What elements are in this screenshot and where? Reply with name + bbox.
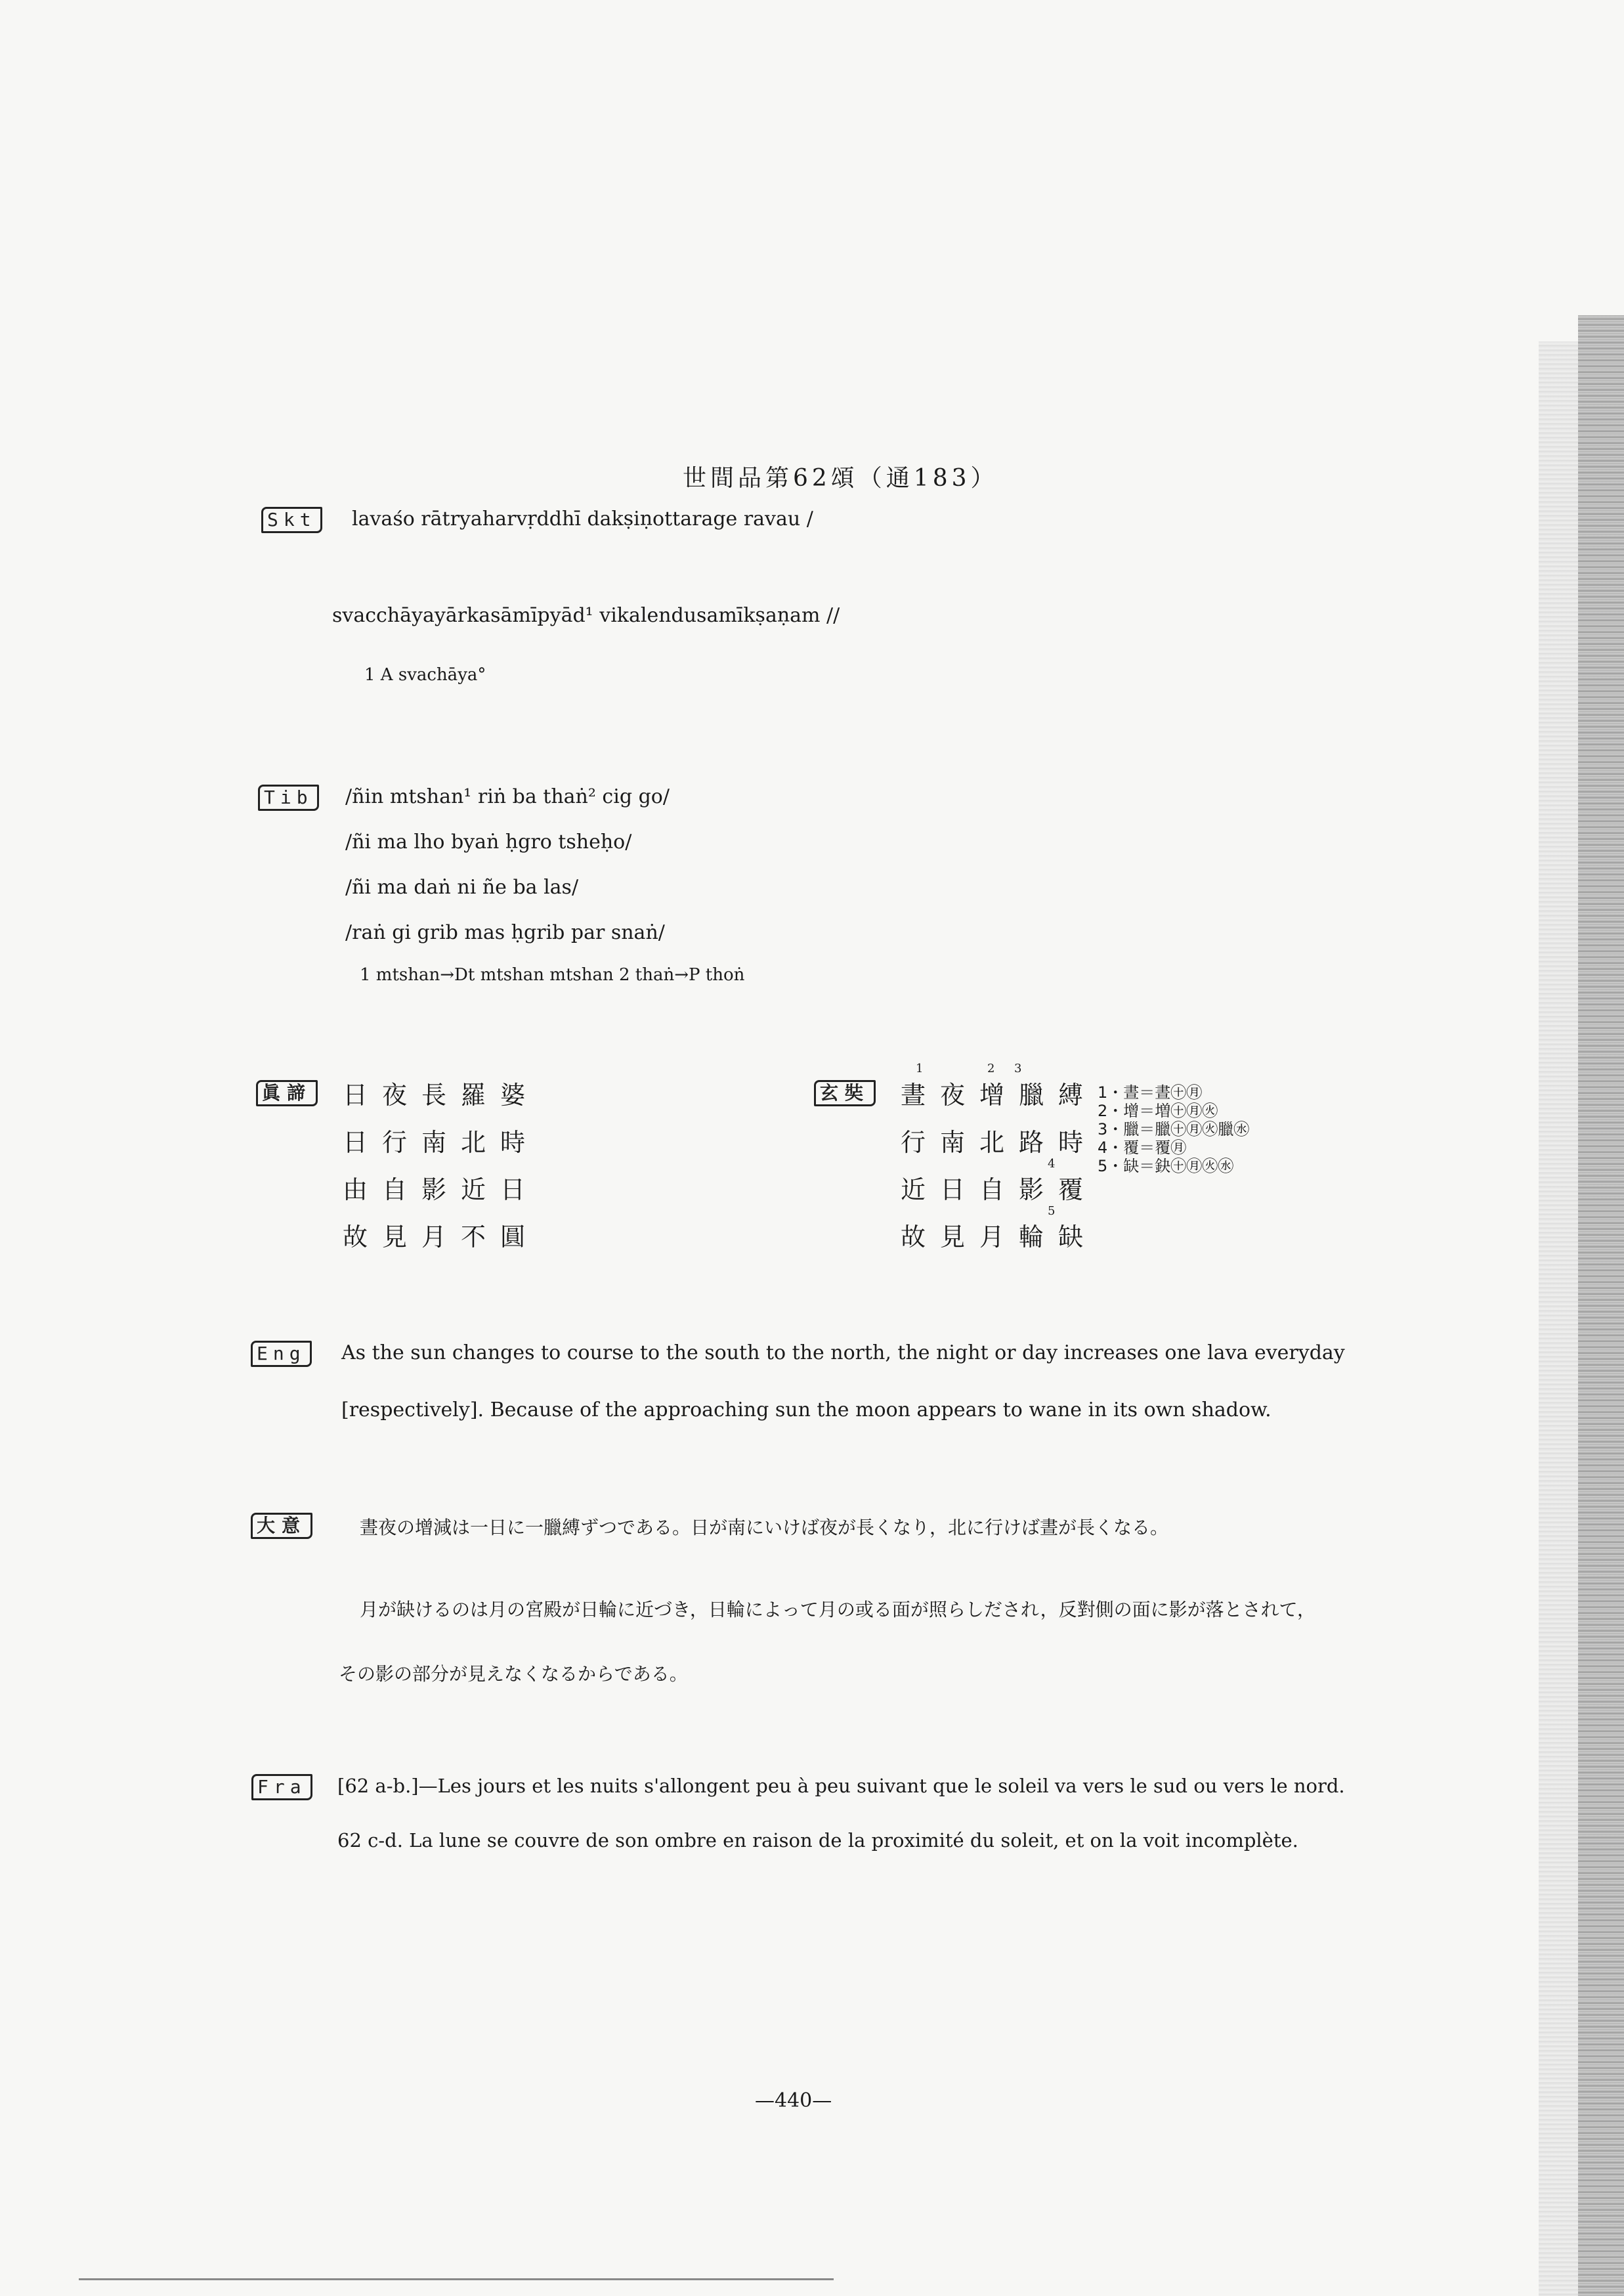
tib-line-3: /ñi ma daṅ ni ñe ba las/: [345, 876, 579, 899]
fra-line-1: [62 a-b.]—Les jours et les nuits s'allongent peu à peu suivant que le soleil va vers le sud ou vers le nord.: [337, 1775, 1345, 1797]
variant-3: 3・臘＝臘㊉㊊㊋臘㊌: [1098, 1120, 1250, 1138]
variant-notes: [1098, 1083, 1249, 1175]
xuan-line-1: 晝夜增臘縛: [901, 1081, 1098, 1110]
label-skt: Skt: [261, 507, 322, 533]
fra-line-2: 62 c-d. La lune se couvre de son ombre en raison de la proximité du soleit, et on la voit incomplète.: [337, 1829, 1298, 1852]
label-xuan: 玄奘: [814, 1080, 876, 1106]
zhen-line-3: 由自影近日: [343, 1175, 540, 1204]
eng-line-2: [respectively]. Because of the approaching sun the moon appears to wane in its own shadow.: [341, 1398, 1271, 1421]
xuan-sup-1: 1: [916, 1062, 924, 1075]
xuan-sup-3: 3: [1014, 1062, 1022, 1075]
label-dai: 大意: [251, 1513, 312, 1539]
skt-line-1: lavaśo rātryaharvṛddhī dakṣiṇottarage ravau /: [352, 508, 813, 531]
xuan-verse: [901, 1072, 1098, 1261]
label-tib: Tib: [258, 785, 319, 811]
tib-note: 1 mtshan→Dt mtshan mtshan 2 thaṅ→P thoṅ: [360, 965, 745, 985]
skt-line-2: svacchāyayārkasāmīpyād¹ vikalendusamīkṣaṇam //: [332, 604, 840, 627]
zhen-line-2: 日行南北時: [343, 1128, 540, 1157]
label-eng: Eng: [251, 1341, 312, 1367]
bottom-rule: [79, 2278, 834, 2280]
skt-note: 1 A svachāya°: [364, 665, 486, 685]
scan-edge-shadow-inner: [1539, 341, 1578, 2296]
dai-line-3: その影の部分が見えなくなるからである。: [339, 1663, 688, 1685]
variant-5: 5・缺＝鈌㊉㊊㊋㊌: [1098, 1157, 1234, 1175]
dai-line-1: 晝夜の增減は一日に一臘縛ずつである。日が南にいけば夜が長くなり，北に行けば晝が長くなる。: [360, 1517, 1169, 1538]
xuan-sup-5: 5: [1048, 1204, 1056, 1218]
xuan-line-4: 故見月輪缺: [901, 1223, 1098, 1251]
page-number: —440—: [755, 2089, 832, 2112]
eng-line-1: As the sun changes to course to the south to the north, the night or day increases one lava everyday: [341, 1341, 1345, 1364]
xuan-line-2: 行南北路時: [901, 1128, 1098, 1157]
zhen-line-1: 日夜長羅婆: [343, 1081, 540, 1110]
tib-line-4: /raṅ gi grib mas ḥgrib par snaṅ/: [345, 921, 665, 944]
tib-line-1: /ñin mtshan¹ riṅ ba thaṅ² cig go/: [345, 785, 670, 808]
xuan-sup-2: 2: [987, 1062, 995, 1075]
zhen-verse: [343, 1072, 540, 1261]
label-fra: Fra: [251, 1774, 312, 1800]
xuan-line-3: 近日自影覆: [901, 1175, 1098, 1204]
xuan-sup-4: 4: [1048, 1157, 1056, 1171]
zhen-line-4: 故見月不圓: [343, 1223, 540, 1251]
variant-1: 1・晝＝晝㊉㊊: [1098, 1083, 1203, 1102]
tib-line-2: /ñi ma lho byaṅ ḥgro tsheḥo/: [345, 831, 632, 854]
variant-4: 4・覆＝覆㊊: [1098, 1138, 1187, 1157]
dai-line-2: 月が缺けるのは月の宮殿が日輪に近づき，日輪によって月の或る面が照らしだされ，反對側の面に影が落とされて，: [360, 1599, 1316, 1620]
label-zhen: 眞諦: [256, 1080, 318, 1106]
scan-edge-shadow: [1578, 315, 1624, 2296]
variant-2: 2・增＝増㊉㊊㊋: [1098, 1102, 1218, 1120]
page-heading: 世間品第62頌（通183）: [683, 465, 998, 492]
